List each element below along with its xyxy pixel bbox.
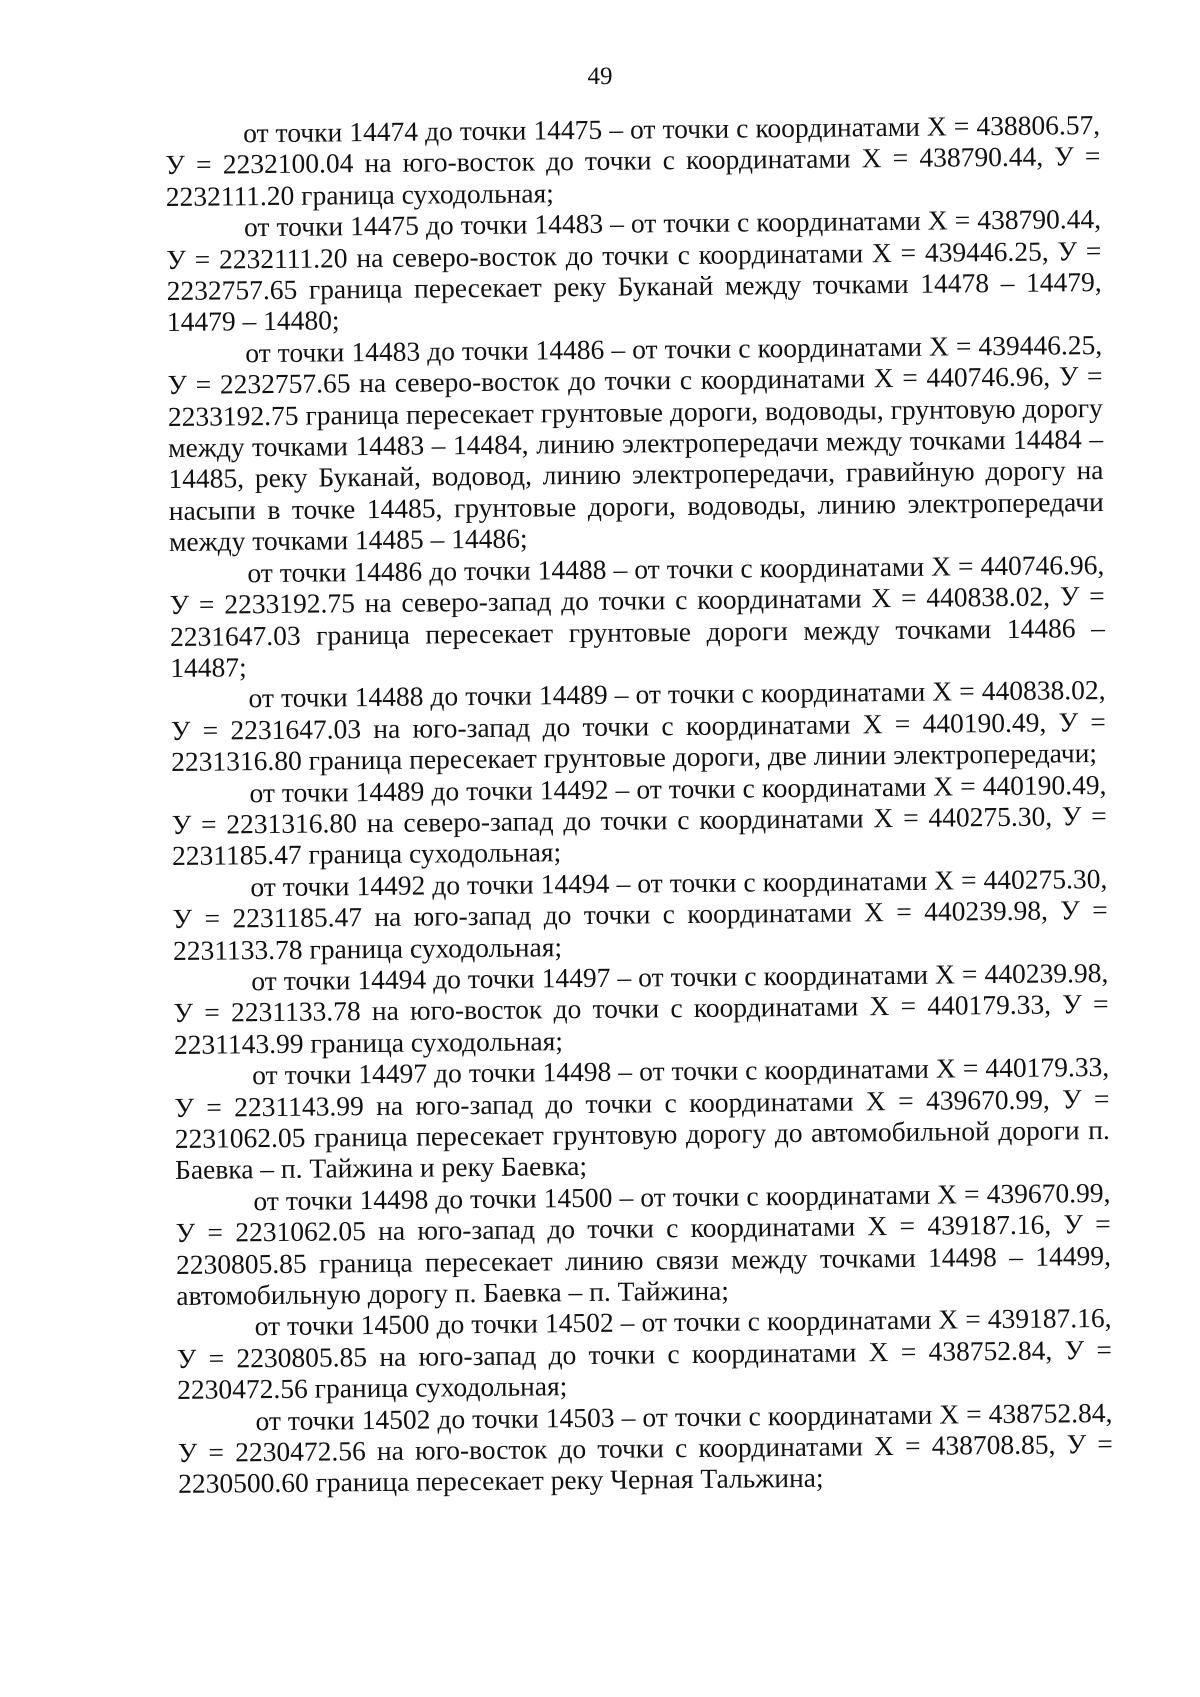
boundary-segment-14474-14475: от точки 14474 до точки 14475 – от точки с координатами Х = 438806.57, У = 2232100.04 на юго-восток до точки с координатами Х = 438790.44, У = 2232111.20 граница суходольная; (165, 109, 1101, 212)
page-number: 49 (587, 63, 613, 90)
boundary-segment-14500-14502: от точки 14500 до точки 14502 – от точки с координатами Х = 439187.16, У = 2230805.85 на юго-запад до точки с координатами Х = 438752.84, У = 2230472.56 граница суходольная; (176, 1302, 1113, 1406)
boundary-segment-14492-14494: от точки 14492 до точки 14494 – от точки с координатами Х = 440275.30, У = 2231185.47 на юго-запад до точки с координатами Х = 440239.98, У = 2231133.78 граница суходольная; (172, 862, 1108, 966)
boundary-segment-14494-14497: от точки 14494 до точки 14497 – от точки с координатами Х = 440239.98, У = 2231133.78 на юго-восток до точки с координатами Х = 440179.33, У = 2231143.99 граница суходольная; (173, 956, 1109, 1060)
boundary-segment-14483-14486: от точки 14483 до точки 14486 – от точки с координатами Х = 439446.25, У = 2232757.65 на северо-восток до точки с координатами Х = 440746.96, У = 2233192.75 граница пересекает грунтовые дороги, водоводы, грунтовую дорогу между точками 14483 – 14484, линию электропередачи между точками 14484 – 14485, реку Буканай, водовод, линию электропередачи, гравийную дорогу на насыпи в точке 14485, грунтовые дороги, водоводы, линию электропередачи между точками 14485 – 14486; (167, 328, 1104, 558)
boundary-segment-14486-14488: от точки 14486 до точки 14488 – от точки с координатами Х = 440746.96, У = 2233192.75 на северо-запад до точки с координатами Х = 440838.02, У = 2231647.03 граница пересекает грунтовые дороги между точками 14486 – 14487; (169, 548, 1106, 683)
boundary-segment-14502-14503: от точки 14502 до точки 14503 – от точки с координатами Х = 438752.84, У = 2230472.56 на юго-восток до точки с координатами Х = 438708.85, У = 2230500.60 граница пересекает реку Черная Тальжина; (177, 1396, 1113, 1500)
boundary-segment-14488-14489: от точки 14488 до точки 14489 – от точки с координатами Х = 440838.02, У = 2231647.03 на юго-запад до точки с координатами Х = 440190.49, У = 2231316.80 граница пересекает грунтовые дороги, две линии электропередачи; (170, 674, 1106, 778)
boundary-segment-14497-14498: от точки 14497 до точки 14498 – от точки с координатами Х = 440179.33, У = 2231143.99 на юго-запад до точки с координатами Х = 439670.99, У = 2231062.05 граница пересекает грунтовую дорогу до автомобильной дороги п. Баевка – п. Тайжина и реку Баевка; (174, 1051, 1110, 1186)
boundary-segment-14498-14500: от точки 14498 до точки 14500 – от точки с координатами Х = 439670.99, У = 2231062.05 на юго-запад до точки с координатами Х = 439187.16, У = 2230805.85 граница пересекает линию связи между точками 14498 – 14499, автомобильную дорогу п. Баевка – п. Тайжина; (175, 1176, 1112, 1311)
document-body (165, 109, 1113, 1500)
boundary-segment-14475-14483: от точки 14475 до точки 14483 – от точки с координатами Х = 438790.44, У = 2232111.20 на северо-восток до точки с координатами Х = 439446.25, У = 2232757.65 граница пересекает реку Буканай между точками 14478 – 14479, 14479 – 14480; (166, 203, 1102, 338)
boundary-segment-14489-14492: от точки 14489 до точки 14492 – от точки с координатами Х = 440190.49, У = 2231316.80 на северо-запад до точки с координатами Х = 440275.30, У = 2231185.47 граница суходольная; (171, 768, 1107, 872)
